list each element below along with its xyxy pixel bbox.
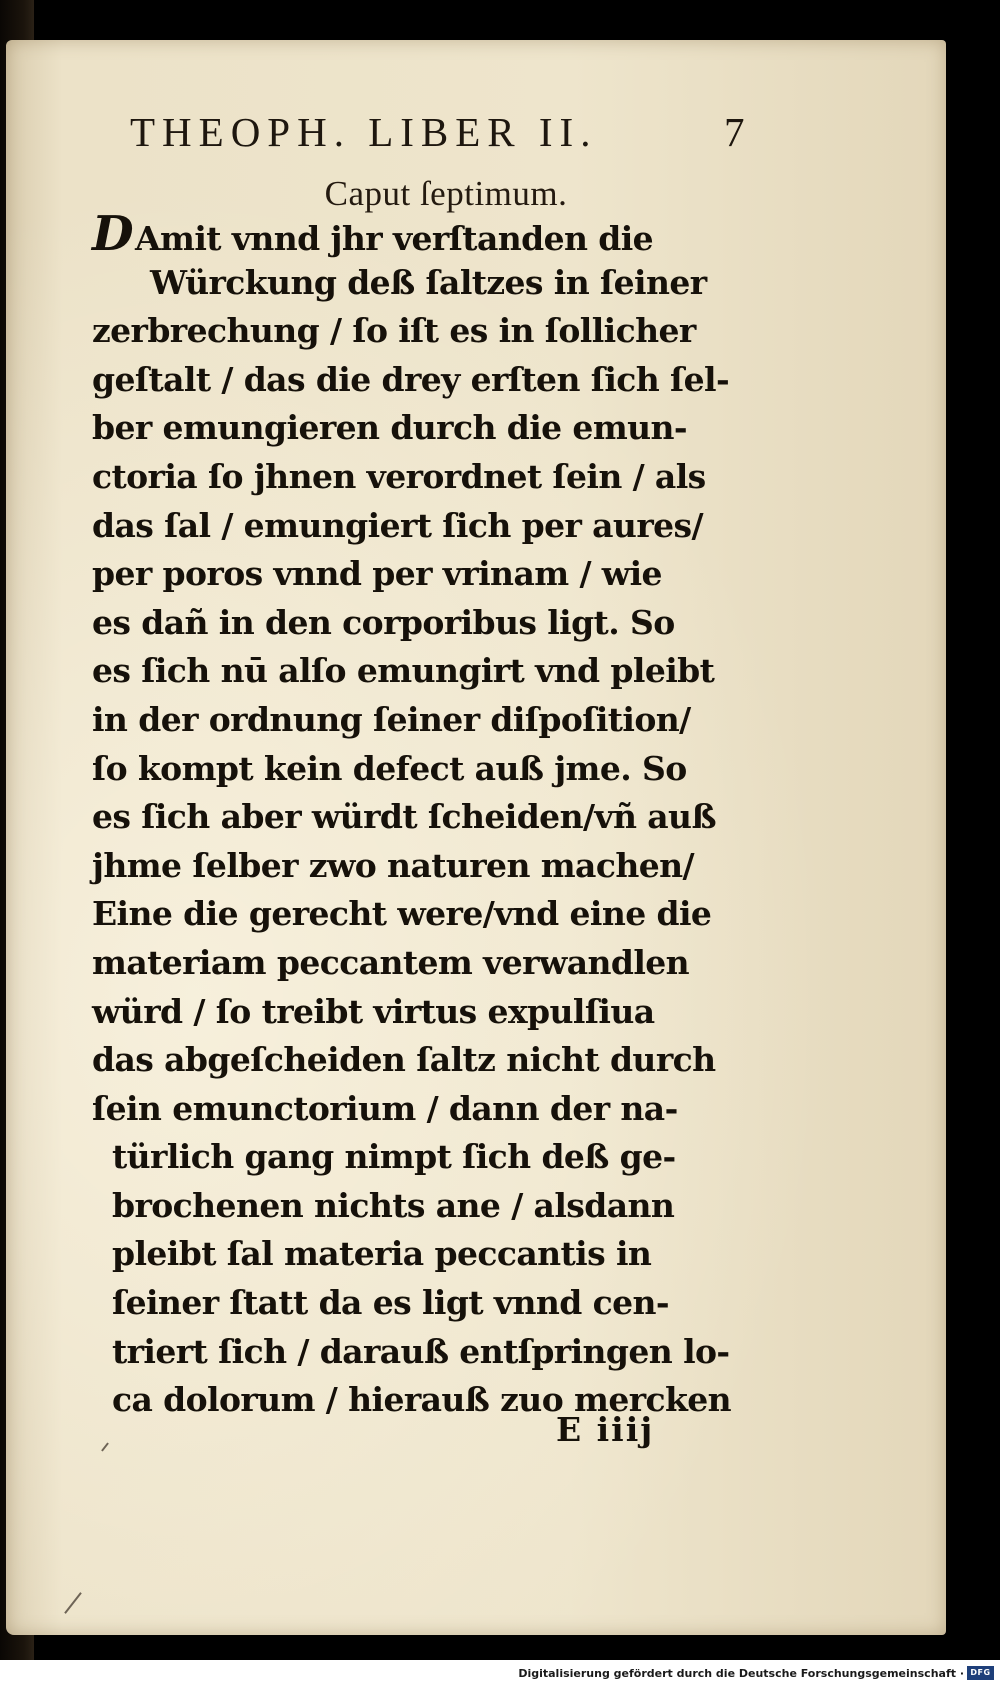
- pencil-mark: [64, 1592, 82, 1614]
- pencil-mark: [101, 1442, 109, 1451]
- digitization-footer: [0, 1660, 1000, 1691]
- text-line: zerbrechung / ſo iſt es in ſollicher: [92, 311, 696, 351]
- chapter-heading: Caput ſeptimum.: [324, 174, 568, 213]
- text-line: das ſal / emungiert ſich per aures/: [92, 505, 703, 545]
- text-line: Eine die gerecht were/vnd eine die: [92, 894, 712, 934]
- signature-text: E iiij: [556, 1410, 655, 1449]
- text-line: das abgeſcheiden ſaltz nicht durch: [92, 1040, 716, 1080]
- text-line: ber emungieren durch die emun-: [92, 408, 688, 448]
- text-line: ctoria ſo jhnen verordnet ſein / als: [92, 456, 706, 496]
- text-line: würd / ſo treibt virtus expulſiua: [92, 991, 655, 1031]
- text-line: ſein emunctorium / dann der na-: [92, 1088, 678, 1128]
- footer-credit: Digitalisierung gefördert durch die Deutsche Forschungsgemeinschaft ·: [518, 1667, 964, 1680]
- text-line: es ſich nū alſo emungirt vnd pleibt: [92, 651, 715, 691]
- text-line: per poros vnnd per vrinam / wie: [92, 554, 662, 594]
- dfg-logo: DFG: [967, 1666, 994, 1680]
- text-line: es dañ in den corporibus ligt. So: [92, 602, 675, 642]
- body-text: [92, 206, 812, 1425]
- text-line: DAmit vnnd jhr verſtanden die: [92, 206, 654, 262]
- text-line: pleibt ſal materia peccantis in: [112, 1234, 652, 1274]
- text-line: brochenen nichts ane / alsdann: [112, 1185, 675, 1225]
- decorated-initial: D: [92, 206, 134, 262]
- text-line: jhme ſelber zwo naturen machen/: [92, 845, 694, 885]
- text-line: ca dolorum / hierauß zuo mercken: [112, 1380, 732, 1420]
- book-page: [6, 40, 946, 1635]
- text-line: geſtalt / das die drey erſten ſich ſel-: [92, 359, 730, 399]
- folio-number: 7: [724, 109, 745, 155]
- text-line: türlich gang nimpt ſich deß ge-: [112, 1137, 676, 1177]
- text-line: triert ſich / darauß entſpringen lo-: [112, 1331, 730, 1371]
- running-head: THEOPH. LIBER II.: [130, 109, 598, 155]
- text-line: ſo kompt kein defect auß jme. So: [92, 748, 687, 788]
- text-line: ſeiner ſtatt da es ligt vnnd cen-: [112, 1283, 669, 1323]
- text-line: Würckung deß ſaltzes in ſeiner: [150, 262, 707, 302]
- text-line: es ſich aber würdt ſcheiden/vñ auß: [92, 797, 716, 837]
- text-line: in der ordnung ſeiner diſpoſition/: [92, 699, 691, 739]
- text-line: materiam peccantem verwandlen: [92, 942, 690, 982]
